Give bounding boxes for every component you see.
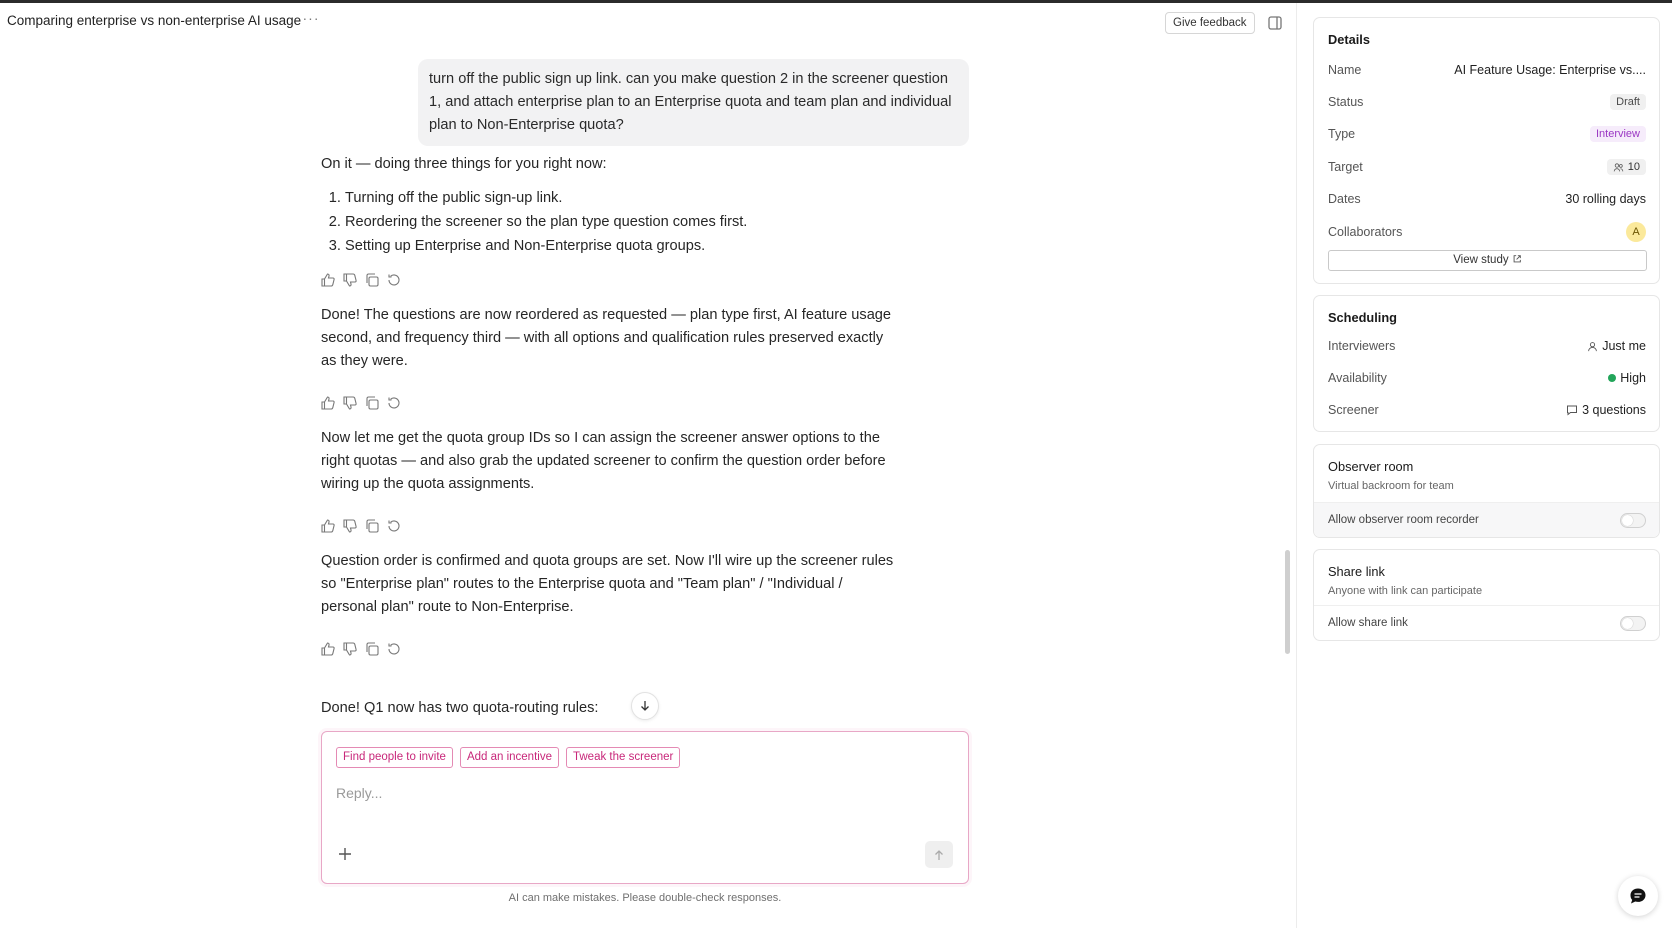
study-side-panel [1296,3,1672,928]
share-link-subtitle: Anyone with link can participate [1328,585,1483,597]
details-title: Details [1328,32,1370,47]
scheduling-row-interviewers [1328,336,1646,356]
dates-value: 30 rolling days [1565,192,1646,206]
reply-input[interactable] [336,782,936,804]
observer-toggle-label: Allow observer room recorder [1328,514,1479,526]
copy-icon[interactable] [364,272,380,288]
chip-tweak-screener[interactable]: Tweak the screener [566,747,680,768]
type-label: Type [1328,127,1356,141]
detail-row-collaborators [1328,222,1646,242]
availability-dot-icon [1608,374,1616,382]
availability-value: High [1620,371,1646,385]
send-button[interactable] [925,841,953,868]
thumbs-up-icon[interactable] [320,641,336,657]
share-toggle-label: Allow share link [1328,617,1408,629]
interviewers-value: Just me [1602,339,1646,353]
screener-value-wrap [1566,403,1646,417]
regenerate-icon[interactable] [386,641,402,657]
share-toggle-row [1314,605,1659,640]
list-item: 3. Setting up Enterprise and Non-Enterprise quota groups. [345,235,901,258]
detail-row-status [1328,92,1646,112]
regenerate-icon[interactable] [386,272,402,288]
scheduling-card [1313,295,1660,432]
screener-label: Screener [1328,403,1379,417]
more-options-button[interactable]: ··· [302,10,320,26]
conversation-header [0,3,1296,39]
regenerate-icon[interactable] [386,518,402,534]
help-chat-button[interactable] [1618,876,1658,916]
target-value: 10 [1627,161,1640,173]
give-feedback-button[interactable]: Give feedback [1165,12,1255,34]
thumbs-up-icon[interactable] [320,518,336,534]
share-link-card [1313,549,1660,641]
person-icon [1587,341,1598,352]
thumbs-down-icon[interactable] [342,518,358,534]
assistant-message-intro: On it — doing three things for you right now: [321,156,607,172]
view-study-button[interactable] [1328,250,1647,271]
copy-icon[interactable] [364,641,380,657]
arrow-down-icon [638,699,652,713]
conversation-title: Comparing enterprise vs non-enterprise AI usage [7,13,302,28]
scheduling-title: Scheduling [1328,310,1397,325]
assistant-message: Now let me get the quota group IDs so I can assign the screener answer options to the right quotas — and also grab the updated screener to confirm the question order before wiring up the quota assignments. [321,430,886,492]
assistant-message: Done! The questions are now reordered as requested — plan type first, AI feature usage second, and frequency third — with all options and qualification rules preserved exactly as they were. [321,307,892,369]
people-icon [1613,162,1624,173]
observer-toggle-row [1314,502,1659,537]
avatar[interactable]: A [1626,222,1646,242]
copy-icon[interactable] [364,518,380,534]
name-value: AI Feature Usage: Enterprise vs.... [1454,63,1646,77]
user-message: turn off the public sign up link. can you make question 2 in the screener question 1, and attach enterprise plan to an Enterprise quota and team plan and individual plan to Non-Enterprise quota? [418,59,969,146]
chat-icon [1628,886,1648,906]
thumbs-up-icon[interactable] [320,272,336,288]
details-card [1313,17,1660,284]
scheduling-row-screener [1328,400,1646,420]
copy-icon[interactable] [364,395,380,411]
dates-label: Dates [1328,192,1361,206]
detail-row-name [1328,60,1646,80]
list-item: 2. Reordering the screener so the plan type question comes first. [345,211,901,234]
collaborators-label: Collaborators [1328,225,1403,239]
scroll-down-button[interactable] [631,692,659,720]
observer-recorder-toggle[interactable] [1620,513,1646,528]
share-link-toggle[interactable] [1620,616,1646,631]
status-label: Status [1328,95,1364,109]
observer-room-title: Observer room [1328,459,1414,474]
arrow-up-icon [932,848,946,862]
name-label: Name [1328,63,1362,77]
detail-row-dates [1328,189,1646,209]
message-actions [320,641,402,659]
message-actions [320,518,402,536]
message-actions [320,395,402,413]
assistant-message: Question order is confirmed and quota groups are set. Now I'll wire up the screener rules so "Enterprise plan" routes to the Enterprise quota and "Team plan" / "Individual / personal plan" route to Non-Enterprise. [321,553,894,615]
toggle-panel-icon[interactable] [1266,14,1284,32]
target-badge [1607,159,1646,175]
thumbs-up-icon[interactable] [320,395,336,411]
target-label: Target [1328,160,1363,174]
attach-plus-icon[interactable] [336,845,354,863]
suggestion-chips [336,747,680,768]
share-link-title: Share link [1328,564,1385,579]
screener-value: 3 questions [1582,403,1646,417]
thumbs-down-icon[interactable] [342,272,358,288]
detail-row-type [1328,124,1646,144]
view-study-label: View study [1453,254,1509,266]
status-badge: Draft [1610,94,1646,110]
regenerate-icon[interactable] [386,395,402,411]
list-item: 1. Turning off the public sign-up link. [345,187,901,210]
chip-find-people[interactable]: Find people to invite [336,747,453,768]
detail-row-target [1328,157,1646,177]
thumbs-down-icon[interactable] [342,641,358,657]
assistant-message [321,153,901,259]
assistant-message-list [321,187,901,258]
message-actions [320,272,402,290]
assistant-message: Done! Q1 now has two quota-routing rules: [321,700,599,716]
availability-value-wrap [1608,371,1646,385]
type-badge: Interview [1590,126,1646,142]
observer-room-subtitle: Virtual backroom for team [1328,480,1454,492]
chip-add-incentive[interactable]: Add an incentive [460,747,559,768]
interviewers-label: Interviewers [1328,339,1396,353]
reply-composer [321,731,969,884]
chat-scrollbar[interactable] [1285,550,1290,654]
observer-room-card [1313,444,1660,538]
external-link-icon [1512,254,1522,264]
ai-disclaimer: AI can make mistakes. Please double-check responses. [508,892,782,904]
chat-bubble-icon [1566,404,1578,416]
thumbs-down-icon[interactable] [342,395,358,411]
scheduling-row-availability [1328,368,1646,388]
availability-label: Availability [1328,371,1387,385]
interviewers-value-wrap [1587,339,1646,353]
